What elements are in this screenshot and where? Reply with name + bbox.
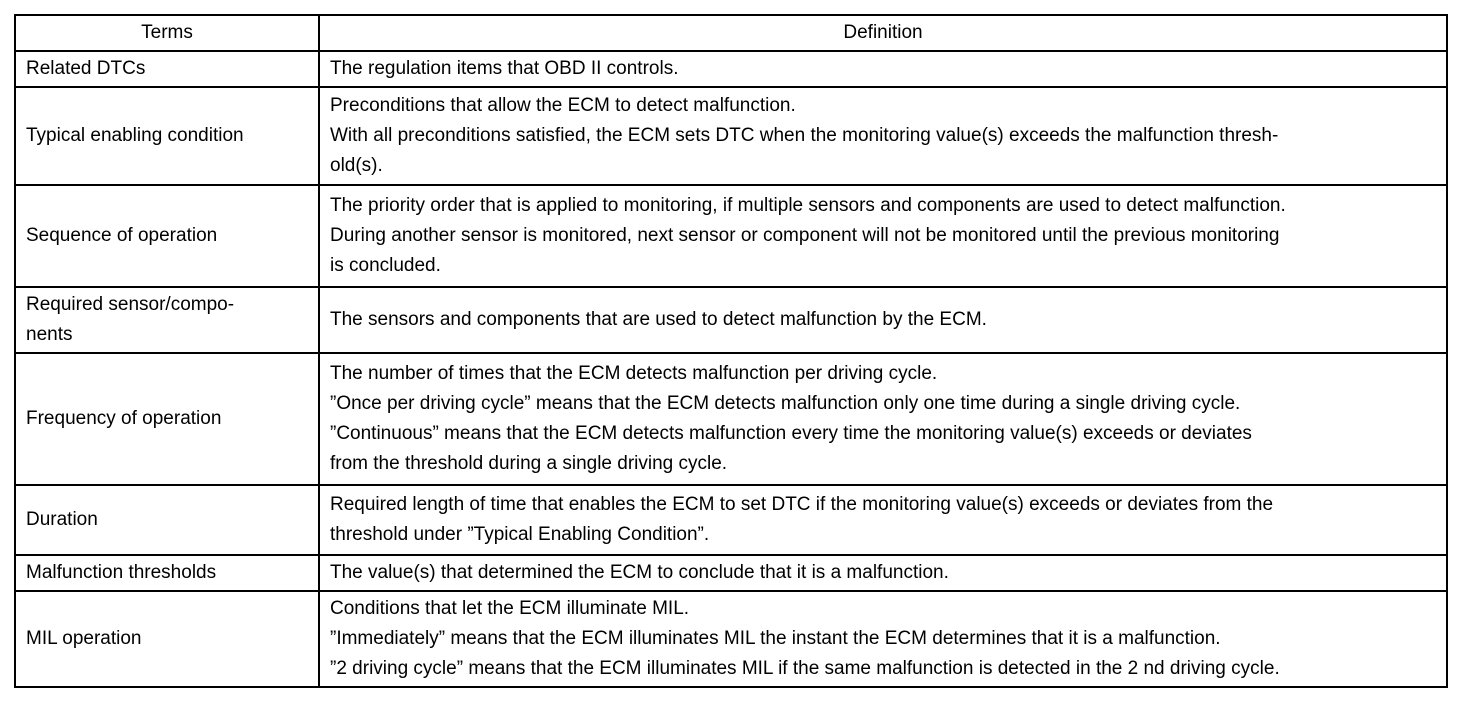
definition-line: ”2 driving cycle” means that the ECM illuminates MIL if the same malfunction is detected in the 2 nd driving cycle. <box>330 658 1280 679</box>
header-definition: Definition <box>319 15 1447 51</box>
term-text: Required sensor/compo- <box>26 294 235 315</box>
term-cell <box>15 555 319 591</box>
definition-line: During another sensor is monitored, next sensor or component will not be monitored until the previous monitoring <box>330 225 1280 246</box>
definition-line: With all preconditions satisfied, the ECM sets DTC when the monitoring value(s) exceeds the malfunction thresh- <box>330 125 1279 146</box>
term-text: Sequence of operation <box>26 225 218 246</box>
definition-line: The sensors and components that are used to detect malfunction by the ECM. <box>330 309 987 330</box>
table-row <box>15 591 1447 687</box>
term-cell <box>15 185 319 287</box>
table-row <box>15 51 1447 87</box>
term-text: Duration <box>26 509 98 530</box>
definition-line: Conditions that let the ECM illuminate MIL. <box>330 598 690 619</box>
definition-cell <box>319 51 1447 87</box>
definition-cell <box>319 87 1447 185</box>
term-text: Related DTCs <box>26 58 146 79</box>
definition-line: The value(s) that determined the ECM to conclude that it is a malfunction. <box>330 562 949 583</box>
header-row <box>15 15 1447 51</box>
definition-line: ”Immediately” means that the ECM illuminates MIL the instant the ECM determines that it is a malfunction. <box>330 628 1221 649</box>
term-cell <box>15 51 319 87</box>
table-row <box>15 555 1447 591</box>
definition-cell <box>319 185 1447 287</box>
header-terms: Terms <box>15 15 319 51</box>
table-row <box>15 353 1447 485</box>
definition-cell <box>319 485 1447 555</box>
term-text: MIL operation <box>26 628 142 649</box>
definition-line: The number of times that the ECM detects malfunction per driving cycle. <box>330 363 938 384</box>
definition-line: threshold under ”Typical Enabling Condition”. <box>330 524 710 545</box>
definition-line: old(s). <box>330 155 383 176</box>
definition-line: The regulation items that OBD II controls. <box>330 58 679 79</box>
term-text: Typical enabling condition <box>26 125 244 146</box>
table-row <box>15 287 1447 353</box>
table-row <box>15 87 1447 185</box>
definition-cell <box>319 591 1447 687</box>
term-text: Malfunction thresholds <box>26 562 217 583</box>
term-cell <box>15 287 319 353</box>
term-text: Frequency of operation <box>26 408 222 429</box>
definition-line: ”Continuous” means that the ECM detects malfunction every time the monitoring value(s) exceeds or deviates <box>330 423 1252 444</box>
definition-cell <box>319 353 1447 485</box>
definition-line: The priority order that is applied to monitoring, if multiple sensors and components are used to detect malfunction. <box>330 195 1286 216</box>
definition-line: Required length of time that enables the ECM to set DTC if the monitoring value(s) exceeds or deviates from the <box>330 494 1274 515</box>
definition-line: ”Once per driving cycle” means that the ECM detects malfunction only one time during a single driving cycle. <box>330 393 1241 414</box>
term-cell <box>15 353 319 485</box>
term-text: nents <box>26 324 73 345</box>
terms-definition-table <box>14 14 1448 688</box>
definition-cell <box>319 555 1447 591</box>
table-row <box>15 485 1447 555</box>
definition-line: Preconditions that allow the ECM to detect malfunction. <box>330 95 796 116</box>
term-cell <box>15 485 319 555</box>
definition-line: is concluded. <box>330 255 441 276</box>
table-row <box>15 185 1447 287</box>
definition-line: from the threshold during a single driving cycle. <box>330 453 728 474</box>
term-cell <box>15 591 319 687</box>
term-cell <box>15 87 319 185</box>
definition-cell <box>319 287 1447 353</box>
